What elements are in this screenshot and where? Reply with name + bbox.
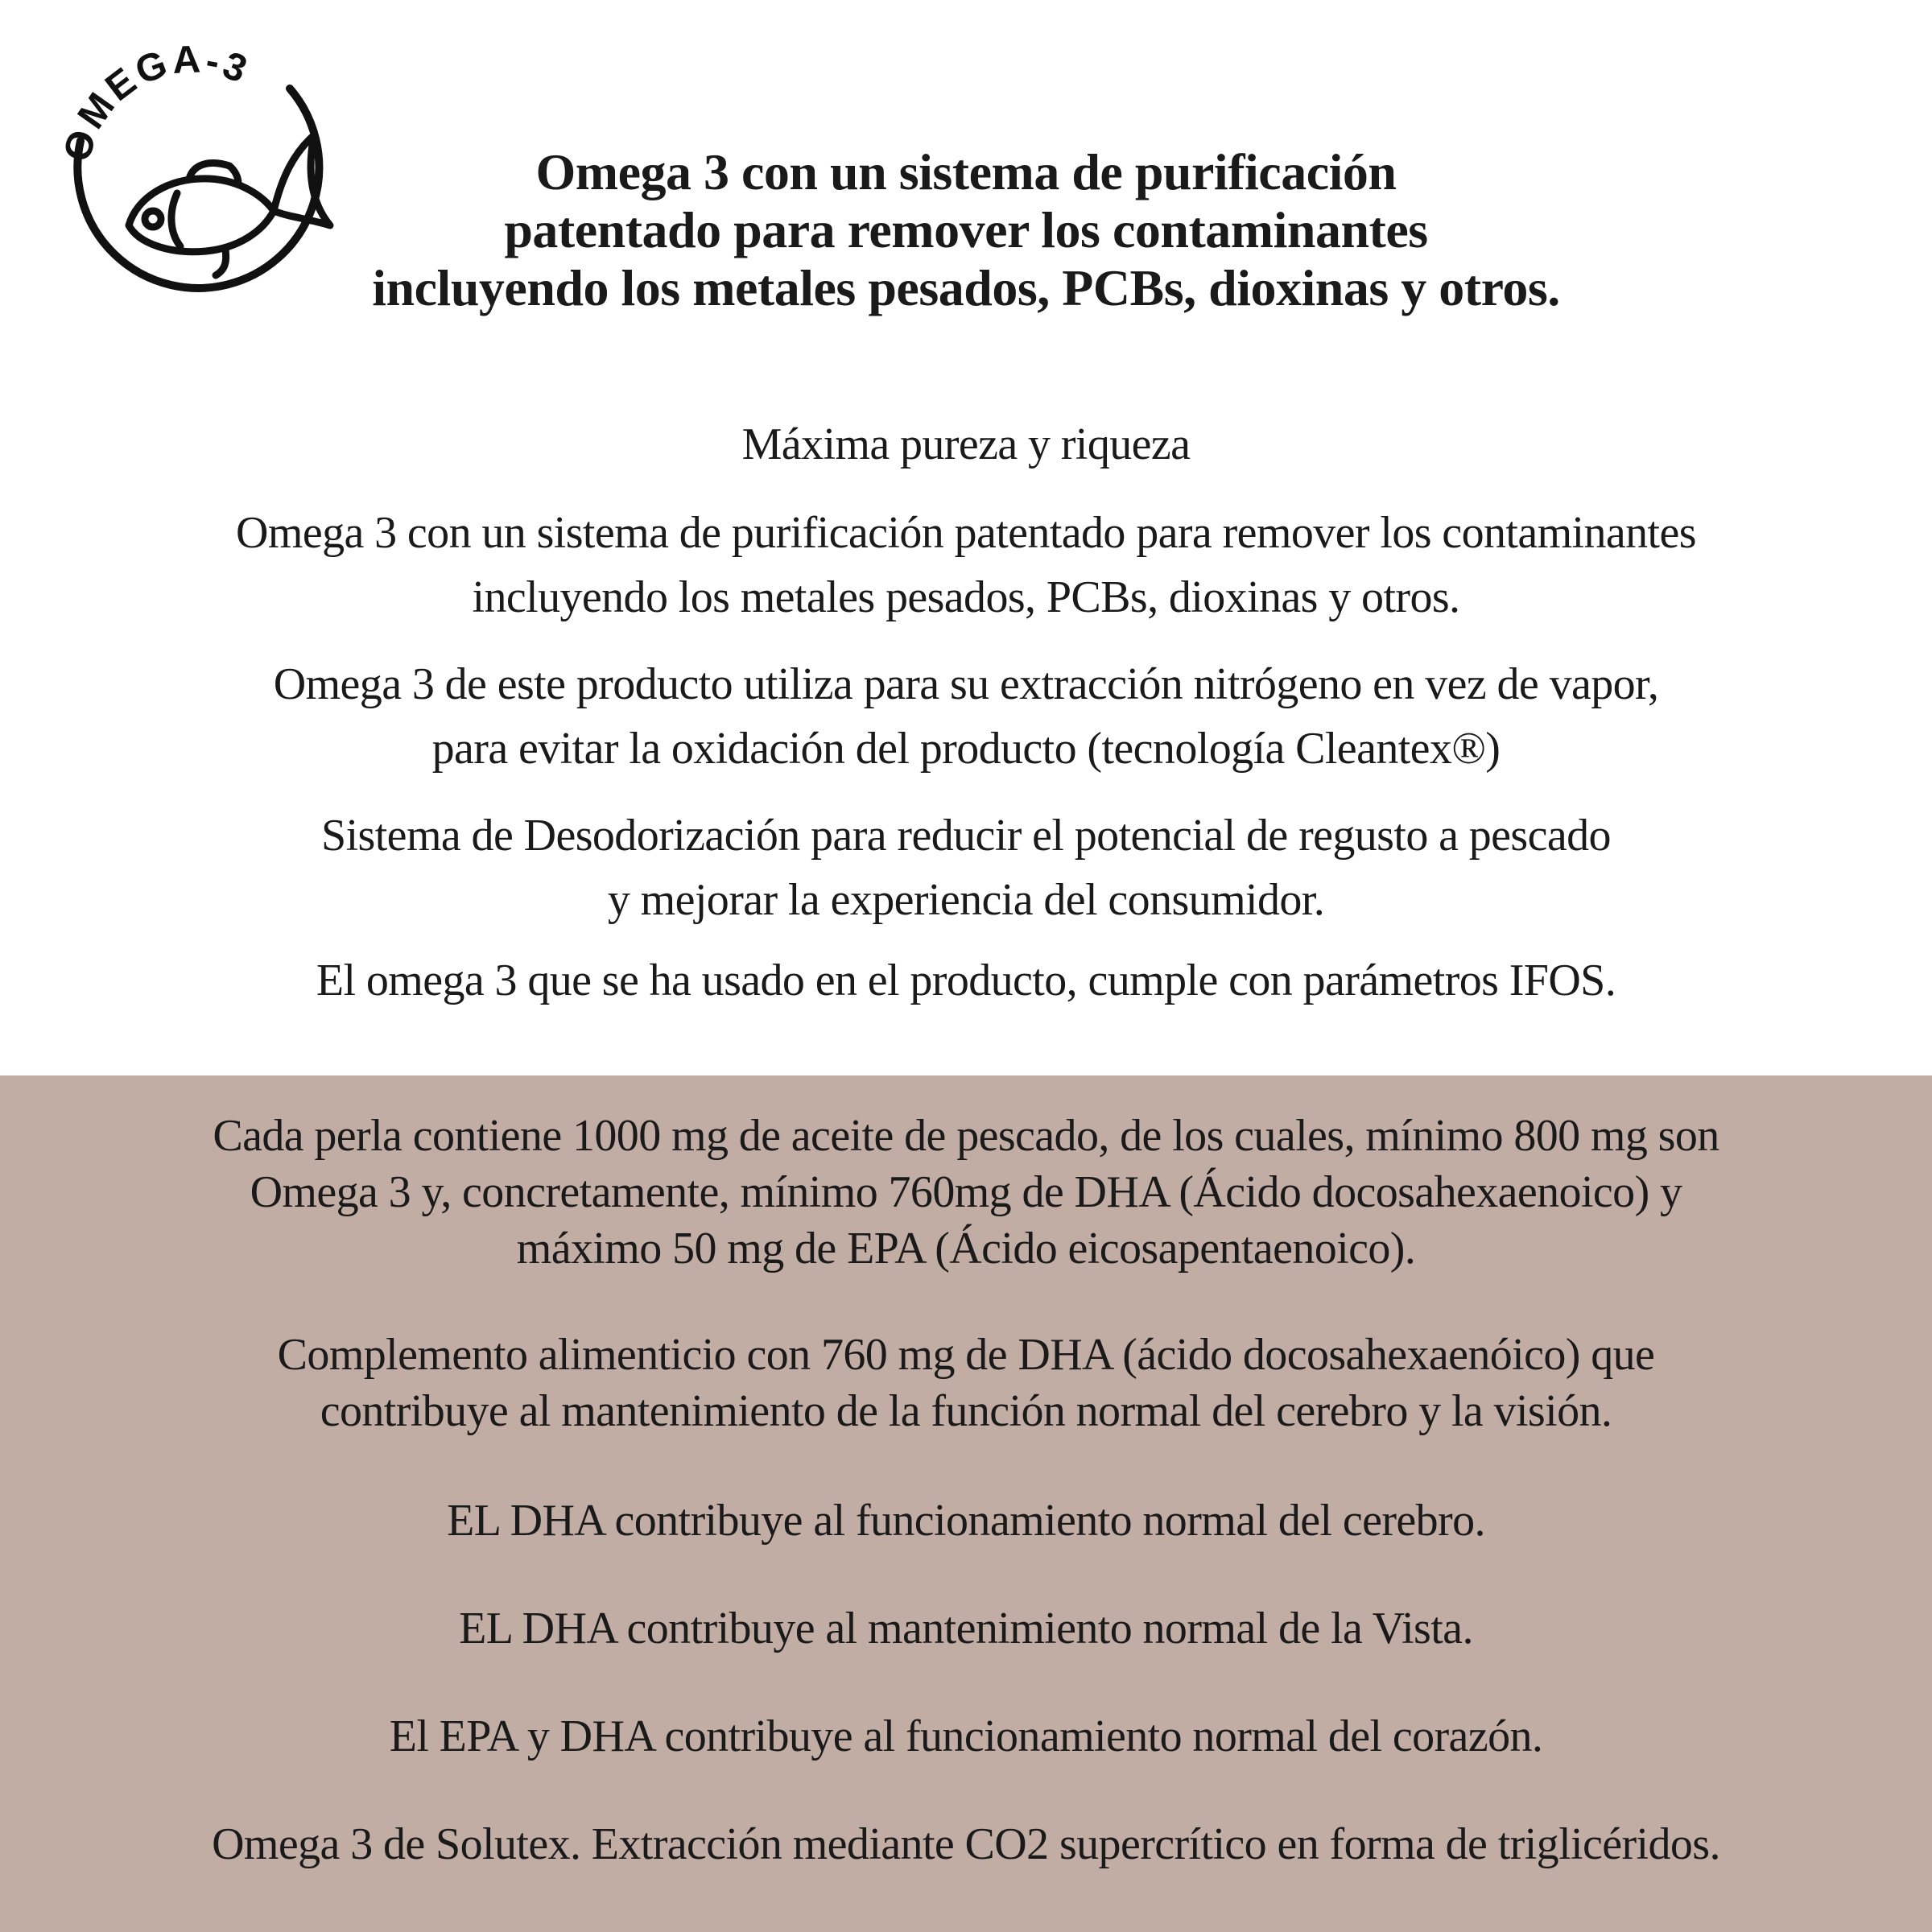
paragraph-supplement: Complemento alimenticio con 760 mg de DHA (ácido docosahexaenóico) que contribuye al mantenimiento de la función normal del cerebro y la visión. <box>277 1330 1655 1436</box>
paragraph-purification: Omega 3 con un sistema de purificación patentado para remover los contaminantes incluyendo los metales pesados, PCBs, dioxinas y otros. <box>236 508 1696 622</box>
claim-heart: El EPA y DHA contribuye al funcionamiento normal del corazón. <box>389 1711 1543 1761</box>
paragraph-deodorization: Sistema de Desodorización para reducir el potencial de regusto a pescado y mejorar la experiencia del consumidor. <box>321 811 1611 925</box>
paragraph-ifos: El omega 3 que se ha usado en el producto, cumple con parámetros IFOS. <box>316 956 1616 1005</box>
claim-brain: EL DHA contribuye al funcionamiento normal del cerebro. <box>447 1496 1485 1546</box>
bottom-section <box>0 1075 1932 1932</box>
headline-line: Omega 3 con un sistema de purificación <box>535 143 1397 200</box>
paragraph-composition: Cada perla contiene 1000 mg de aceite de pescado, de los cuales, mínimo 800 mg son Omega 3 y, concretamente, mínimo 760mg de DHA (Ácido docosahexaenoico) y máximo 50 mg de EPA (Ácido eicosapentaenoico). <box>213 1111 1719 1274</box>
headline-line: patentado para remover los contaminantes <box>504 201 1428 258</box>
headline <box>161 143 1771 317</box>
claim-vision: EL DHA contribuye al mantenimiento normal de la Vista. <box>459 1604 1473 1653</box>
paragraph-extraction: Omega 3 de este producto utiliza para su extracción nitrógeno en vez de vapor, para evitar la oxidación del producto (tecnología Cleantex®) <box>273 659 1659 774</box>
subtitle: Máxima pureza y riqueza <box>741 419 1191 469</box>
headline-line: incluyendo los metales pesados, PCBs, dioxinas y otros. <box>372 259 1560 316</box>
claim-solutex: Omega 3 de Solutex. Extracción mediante CO2 supercrítico en forma de triglicéridos. <box>212 1819 1720 1869</box>
badge-label: OMEGA-3 <box>56 38 256 167</box>
